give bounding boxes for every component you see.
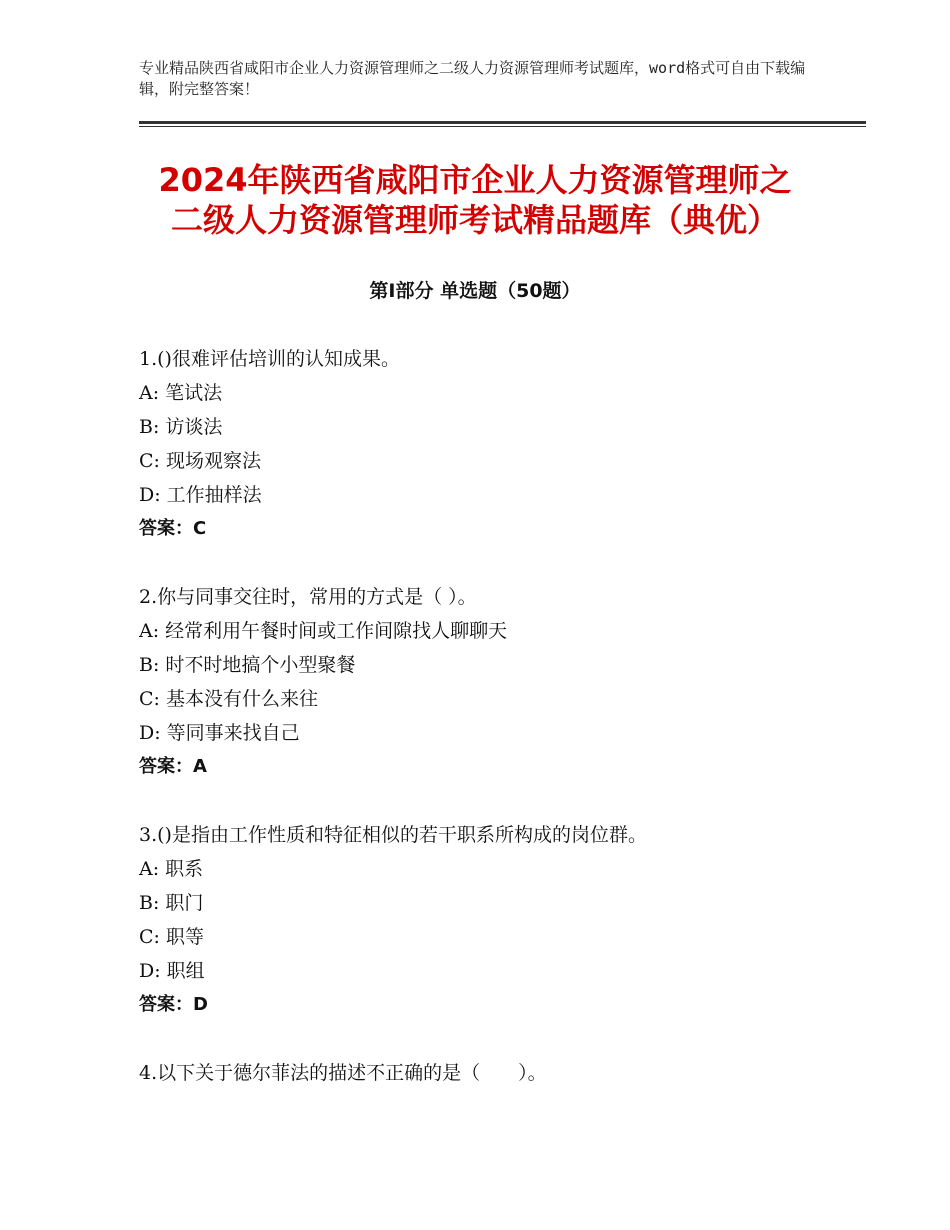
answer-value: D [193, 994, 208, 1015]
option-d: D: 等同事来找自己 [139, 722, 300, 744]
option-a: A: 笔试法 [139, 382, 223, 404]
option-d: D: 职组 [139, 960, 205, 982]
option-c: C: 职等 [139, 926, 204, 948]
option-b: B: 职门 [139, 892, 204, 914]
option-b: B: 访谈法 [139, 416, 223, 438]
title-line-1: 2024年陕西省咸阳市企业人力资源管理师之 [158, 161, 792, 199]
answer-line [139, 750, 859, 784]
answer-value: A [193, 756, 207, 777]
answer-label: 答案： [139, 756, 193, 777]
answer-line [139, 512, 859, 546]
question-1 [139, 342, 859, 546]
header-rule-thin [139, 126, 866, 127]
question-list [139, 342, 859, 1124]
answer-label: 答案： [139, 994, 193, 1015]
document-title [100, 160, 850, 240]
question-stem: 1.()很难评估培训的认知成果。 [139, 348, 400, 370]
option-c: C: 基本没有什么来往 [139, 688, 318, 710]
question-stem: 4.以下关于德尔菲法的描述不正确的是（ ）。 [139, 1062, 547, 1084]
option-a: A: 职系 [139, 858, 204, 880]
option-b: B: 时不时地搞个小型聚餐 [139, 654, 356, 676]
title-line-2: 二级人力资源管理师考试精品题库（典优） [170, 201, 779, 239]
question-4 [139, 1056, 859, 1090]
option-d: D: 工作抽样法 [139, 484, 262, 506]
option-c: C: 现场观察法 [139, 450, 261, 472]
answer-line [139, 988, 859, 1022]
question-stem: 2.你与同事交往时，常用的方式是（ ）。 [139, 586, 477, 608]
option-a: A: 经常利用午餐时间或工作间隙找人聊聊天 [139, 620, 508, 642]
question-3 [139, 818, 859, 1022]
question-2 [139, 580, 859, 784]
question-stem: 3.()是指由工作性质和特征相似的若干职系所构成的岗位群。 [139, 824, 647, 846]
header-rule-thick [139, 121, 866, 124]
answer-label: 答案： [139, 518, 193, 539]
answer-value: C [193, 518, 207, 539]
header-note: 专业精品陕西省咸阳市企业人力资源管理师之二级人力资源管理师考试题库，word格式可自由下载编辑，附完整答案！ [139, 59, 806, 98]
section-title: 第Ⅰ部分 单选题（50题） [369, 280, 581, 302]
